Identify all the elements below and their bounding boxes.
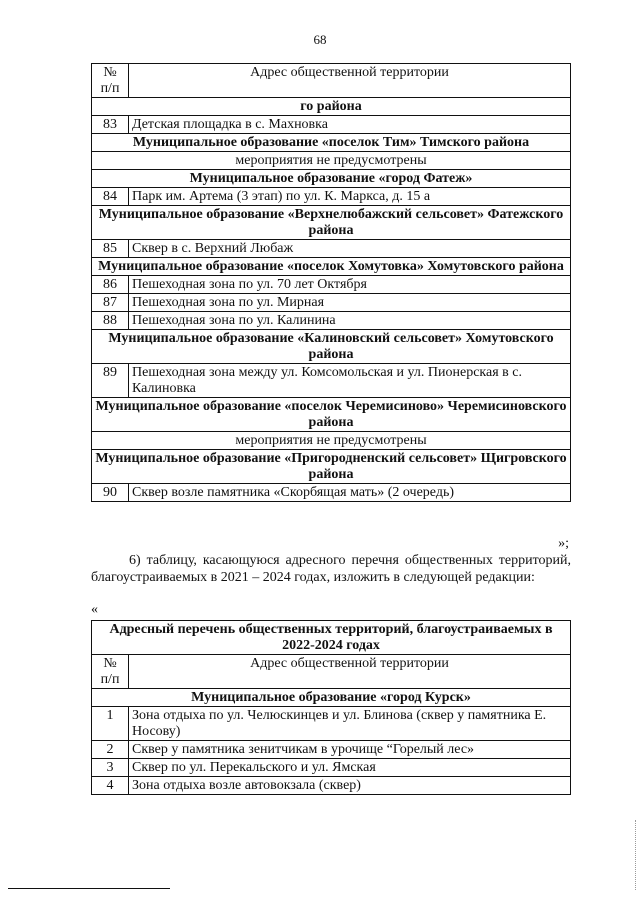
note-row xyxy=(92,432,571,450)
table-row xyxy=(92,116,571,134)
row-address: Сквер у памятника зенитчикам в урочище “Горелый лес» xyxy=(129,741,571,759)
table-header-row xyxy=(92,64,571,98)
row-address: Пешеходная зона по ул. 70 лет Октября xyxy=(129,276,571,294)
group-header-row xyxy=(92,450,571,484)
group-header: Муниципальное образование «поселок Хомутовка» Хомутовского района xyxy=(92,258,571,276)
table-row xyxy=(92,188,571,206)
column-header-address: Адрес общественной территории xyxy=(129,655,571,689)
row-address: Зона отдыха по ул. Челюскинцев и ул. Блинова (сквер у памятника Е. Носову) xyxy=(129,707,571,741)
table-row xyxy=(92,707,571,741)
row-number: 1 xyxy=(92,707,129,741)
group-header: Муниципальное образование «Калиновский сельсовет» Хомутовского района xyxy=(92,330,571,364)
group-header-row xyxy=(92,258,571,276)
row-address: Пешеходная зона по ул. Калинина xyxy=(129,312,571,330)
row-address: Сквер в с. Верхний Любаж xyxy=(129,240,571,258)
group-header: Муниципальное образование «город Курск» xyxy=(92,689,571,707)
group-header-row xyxy=(92,206,571,240)
table-row xyxy=(92,312,571,330)
row-number: 2 xyxy=(92,741,129,759)
table-row xyxy=(92,276,571,294)
page-number: 68 xyxy=(313,32,327,47)
row-number: 4 xyxy=(92,777,129,795)
group-header-row xyxy=(92,330,571,364)
table-title-row xyxy=(92,621,571,655)
row-address: Пешеходная зона между ул. Комсомольская и ул. Пионерская в с. Калиновка xyxy=(129,364,571,398)
group-header: Муниципальное образование «город Фатеж» xyxy=(92,170,571,188)
table-row xyxy=(92,484,571,502)
table-row xyxy=(92,240,571,258)
footnote-separator xyxy=(8,888,170,889)
table-row xyxy=(92,759,571,777)
note-text: мероприятия не предусмотрены xyxy=(92,432,571,450)
address-list-table xyxy=(91,620,571,795)
group-header-row xyxy=(92,398,571,432)
row-number: 85 xyxy=(92,240,129,258)
row-number: 90 xyxy=(92,484,129,502)
group-header: Муниципальное образование «Верхнелюбажский сельсовет» Фатежского района xyxy=(92,206,571,240)
amendment-paragraph xyxy=(91,552,571,586)
group-header: Муниципальное образование «поселок Тим» Тимского района xyxy=(92,134,571,152)
note-row xyxy=(92,152,571,170)
closing-quote: »; xyxy=(558,536,569,551)
note-text: мероприятия не предусмотрены xyxy=(92,152,571,170)
row-number: 3 xyxy=(92,759,129,777)
group-header: го района xyxy=(92,98,571,116)
row-number: 87 xyxy=(92,294,129,312)
row-number: 89 xyxy=(92,364,129,398)
margin-mark xyxy=(634,820,636,890)
table-row xyxy=(92,777,571,795)
opening-quote: « xyxy=(91,602,98,617)
group-header-row xyxy=(92,170,571,188)
group-header-row xyxy=(92,689,571,707)
table-row xyxy=(92,294,571,312)
row-address: Зона отдыха возле автовокзала (сквер) xyxy=(129,777,571,795)
group-header-row xyxy=(92,134,571,152)
row-number: 86 xyxy=(92,276,129,294)
table-title: Адресный перечень общественных территорий, благоустраиваемых в 2022-2024 годах xyxy=(92,621,571,655)
row-number: 83 xyxy=(92,116,129,134)
group-header: Муниципальное образование «Пригородненский сельсовет» Щигровского района xyxy=(92,450,571,484)
table-row xyxy=(92,364,571,398)
column-header-num: № п/п xyxy=(92,64,129,98)
column-header-num: № п/п xyxy=(92,655,129,689)
row-address: Сквер по ул. Перекальского и ул. Ямская xyxy=(129,759,571,777)
row-address: Сквер возле памятника «Скорбящая мать» (2 очередь) xyxy=(129,484,571,502)
row-number: 84 xyxy=(92,188,129,206)
row-address: Пешеходная зона по ул. Мирная xyxy=(129,294,571,312)
table-row xyxy=(92,741,571,759)
row-address: Парк им. Артема (3 этап) по ул. К. Маркса, д. 15 а xyxy=(129,188,571,206)
territories-table xyxy=(91,63,571,502)
row-number: 88 xyxy=(92,312,129,330)
group-header: Муниципальное образование «поселок Черемисиново» Черемисиновского района xyxy=(92,398,571,432)
amendment-text: 6) таблицу, касающуюся адресного перечня общественных территорий, благоустраиваемых в 2021 – 2024 годах, изложить в следующей редакции: xyxy=(91,553,571,585)
table-header-row xyxy=(92,655,571,689)
group-header-row xyxy=(92,98,571,116)
row-address: Детская площадка в с. Махновка xyxy=(129,116,571,134)
column-header-address: Адрес общественной территории xyxy=(129,64,571,98)
